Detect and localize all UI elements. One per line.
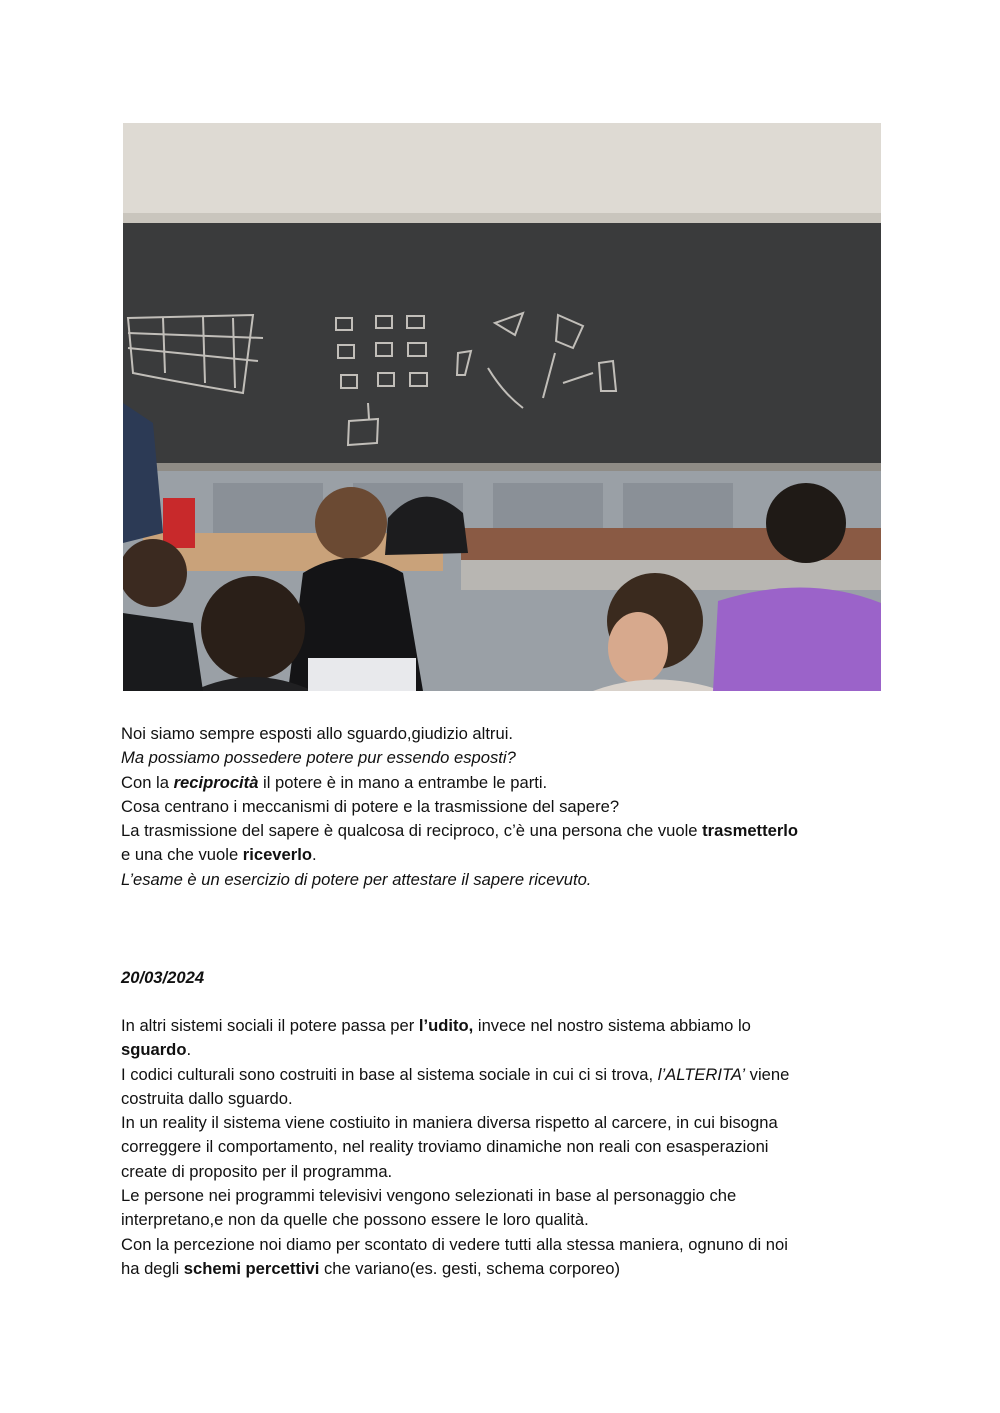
para-5-line-2: ha degli schemi percettivi che variano(es. gesti, schema corporeo) <box>121 1258 621 1278</box>
para-3-line-1: In un reality il sistema viene costiuito in maniera diversa rispetto al carcere, in cui bisogna <box>121 1113 778 1133</box>
keyword-schemi-percettivi: schemi percettivi <box>183 1258 320 1278</box>
keyword-trasmetterlo: trasmetterlo <box>702 821 799 841</box>
notes-block-1 <box>121 722 881 892</box>
keyword-udito: l’udito, <box>418 1016 474 1035</box>
line-6: e una che vuole riceverlo. <box>121 845 317 865</box>
para-2-line-1: I codici culturali sono costruiti in base al sistema sociale in cui ci si trova, l’ALTERITA’ viene <box>121 1064 790 1084</box>
notes-block-2 <box>121 1014 881 1281</box>
keyword-riceverlo: riceverlo <box>242 845 312 865</box>
para-4-line-1: Le persone nei programmi televisivi vengono selezionati in base al personaggio che <box>121 1186 737 1206</box>
para-3-line-2: correggere il comportamento, nel reality troviamo dinamiche non reali con esasperazioni <box>121 1137 769 1157</box>
para-5-line-1: Con la percezione noi diamo per scontato di vedere tutti alla stessa maniera, ognuno di noi <box>121 1234 788 1254</box>
keyword-alterita: l’ALTERITA’ <box>657 1064 746 1084</box>
line-7: L’esame è un esercizio di potere per attestare il sapere ricevuto. <box>121 869 592 889</box>
classroom-blackboard-photo <box>123 123 881 691</box>
line-3: Con la reciprocità il potere è in mano a entrambe le parti. <box>121 772 548 792</box>
line-5: La trasmissione del sapere è qualcosa di reciproco, c’è una persona che vuole trasmetterlo <box>121 821 799 841</box>
para-1-line-1: In altri sistemi sociali il potere passa per l’udito, invece nel nostro sistema abbiamo lo <box>121 1016 751 1035</box>
para-2-line-2: costruita dallo sguardo. <box>121 1088 293 1108</box>
section-date: 20/03/2024 <box>121 968 205 987</box>
line-4: Cosa centrano i meccanismi di potere e la trasmissione del sapere? <box>121 796 620 816</box>
photo-drawing <box>123 123 881 691</box>
para-3-line-3: create di proposito per il programma. <box>121 1161 393 1181</box>
keyword-reciprocita: reciprocità <box>173 772 259 792</box>
para-1-line-2: sguardo. <box>121 1040 192 1060</box>
keyword-sguardo: sguardo <box>121 1040 187 1060</box>
line-1: Noi siamo sempre esposti allo sguardo,giudizio altrui. <box>121 724 513 743</box>
line-2: Ma possiamo possedere potere pur essendo esposti? <box>121 748 516 768</box>
para-4-line-2: interpretano,e non da quelle che possono essere le loro qualità. <box>121 1210 589 1230</box>
